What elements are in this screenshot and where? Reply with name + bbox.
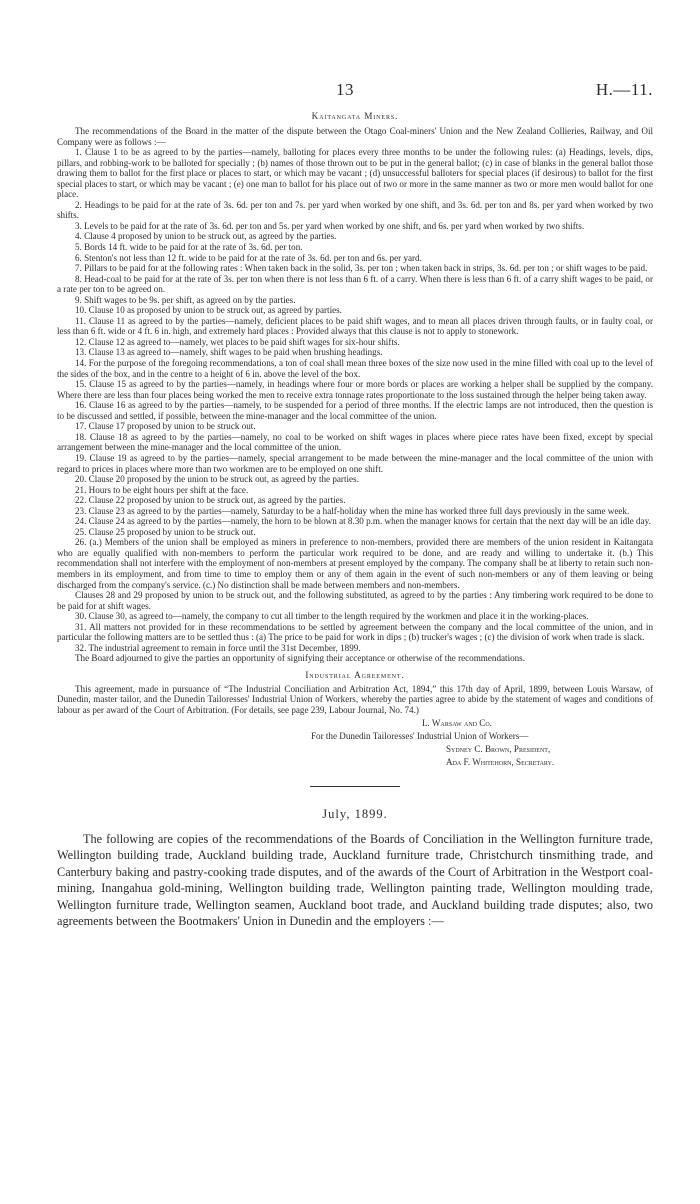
recommendation-paragraph: 30. Clause 30, as agreed to—namely, the company to cut all timber to the length required by the workmen and place it in the working-places. (75, 611, 589, 622)
recommendation-paragraph: 25. Clause 25 proposed by union to be struck out. (75, 526, 256, 537)
recommendation-paragraph: 12. Clause 12 as agreed to—namely, wet places to be paid shift wages for six-hour shifts. (75, 336, 400, 347)
secretary-signature: Ada F. Whitehorn, Secretary. (446, 756, 555, 767)
recommendation-paragraph: 2. Headings to be paid for at the rate of 3s. 6d. per ton and 7s. per yard when worked by one shift, and 3s. 6d. per ton and 8s. per yard when worked by two shifts. (57, 199, 653, 221)
recommendation-paragraph: 10. Clause 10 as proposed by union to be struck out, as agreed by parties. (75, 305, 342, 316)
recommendation-paragraph: 17. Clause 17 proposed by union to be struck out. (75, 421, 256, 432)
kaitangata-recommendations (57, 126, 653, 664)
recommendation-paragraph: 1. Clause 1 to be as agreed to by the parties—namely, balloting for places every three months to be under the following rules: (a) Headings, levels, dips, pillars, and robbing-work to be balloted for specially ; (b) names of those thrown out to be put in the general ballot; (c) in case of blanks in the general ballot those drawing them to ballot for the first place or places to start, or which may be vacant ; (d) unsuccessful balloters for special places (if desirous) to ballot for the first special places to start, or which may be vacant ; (e) one man to ballot for his place out of two or more in the same manner as two or more men would ballot for one place. (57, 147, 653, 200)
union-signature-line: For the Dunedin Tailoresses' Industrial Union of Workers— (311, 730, 529, 741)
recommendation-paragraph: 3. Levels to be paid for at the rate of 3s. 6d. per ton and 5s. per yard when worked by one shift, and 6s. per yard when worked by two shifts. (75, 220, 585, 231)
recommendation-paragraph: 31. All matters not provided for in these recommendations to be settled by agreement between the company and the local committee of the union, and in particular the following matters are to be settled thus : (a) The price to be paid for work in dips ; (b) trucker's wages ; (c) the division of work when trade is slack. (57, 621, 653, 643)
page-number: 13 (336, 80, 354, 99)
recommendation-paragraph: 8. Head-coal to be paid for at the rate of 3s. per ton when there is not less than 6 ft. of a carry. When there is less than 6 ft. of a carry shift wages to be paid, or a rate per ton to be agreed on. (57, 273, 653, 295)
recommendation-paragraph: 16. Clause 16 as agreed to by the parties—namely, to be suspended for a period of three months. If the electric lamps are not introduced, then the question is to be discussed and settled, if possible, between the mine-manager and the local committee of the union. (57, 400, 653, 421)
recommendation-paragraph: 6. Stenton's not less than 12 ft. wide to be paid for at the rate of 3s. 6d. per ton and 6s. per yard. (75, 252, 422, 263)
agreement-body (57, 684, 653, 716)
recommendation-paragraph: 13. Clause 13 as agreed to—namely, shift wages to be paid when brushing headings. (75, 347, 383, 358)
agreement-paragraph: This agreement, made in pursuance of “The Industrial Conciliation and Arbitration Act, 1894,” this 17th day of April, 1899, between Louis Warsaw, of Dunedin, master tailor, and the Dunedin Tailoresses' Industrial Union of Workers, whereby the parties agree to abide by the statement of wages and conditions of labour as per award of the Court of Arbitration. (For details, see page 239, Labour Journal, No. 74.) (57, 683, 653, 715)
president-signature: Sydney C. Brown, President, (446, 743, 551, 754)
section-divider (310, 786, 400, 787)
recommendation-paragraph: 14. For the purpose of the foregoing recommendations, a ton of coal shall mean three boxes of the size now used in the mine filled with coal up to the level of the sides of the box, and in the centre to a height of 6 in. above the level of the box. (57, 358, 653, 379)
recommendation-paragraph: 7. Pillars to be paid for at the following rates : When taken back in the solid, 3s. per ton ; when taken back in strips, 3s. 6d. per ton ; or shift wages to be paid. (75, 263, 648, 274)
section-title-july: July, 1899. (322, 806, 388, 821)
recommendation-paragraph: 22. Clause 22 proposed by union to be struck out, as agreed by the parties. (75, 495, 346, 506)
recommendation-paragraph: The Board adjourned to give the parties an opportunity of signifying their acceptance or otherwise of the recommendations. (75, 653, 525, 664)
section-title-kaitangata: Kaitangata Miners. (311, 111, 399, 121)
section-title-agreement: Industrial Agreement. (305, 669, 405, 680)
document-reference: H.—11. (595, 80, 653, 99)
recommendation-paragraph: 4. Clause 4 proposed by union to be struck out, as agreed by the parties. (75, 231, 337, 242)
recommendation-paragraph: 24. Clause 24 as agreed to by the parties—namely, the horn to be blown at 8.30 p.m. when the manager knows for certain that the next day will be an idle day. (75, 516, 651, 527)
recommendation-paragraph: 19. Clause 19 as agreed to by the parties—namely, special arrangement to be made between the mine-manager and the local committee of the union with regard to prices in places where more than two workmen are to be employed on one shift. (57, 452, 653, 474)
july-introduction: The following are copies of the recommendations of the Boards of Conciliation in the Wellington furniture trade, Wellington building trade, Auckland building trade, Auckland furniture trade, Christchurch tinsmithing trade, and Canterbury baking and pastry-cooking trade disputes, and of the awards of the Court of Arbitration in the Westport coal-mining, Inangahua gold-mining, Wellington building trade, Wellington painting trade, Wellington moulding trade, Wellington furniture trade, Wellington seamen, Auckland boot trade, and Auckland building trade disputes; also, two agreements between the Bootmakers' Union in Dunedin and the employers :— (57, 831, 653, 929)
employer-signature: L. Warsaw and Co. (422, 717, 492, 728)
recommendation-paragraph: 9. Shift wages to be 9s. per shift, as agreed on by the parties. (75, 294, 296, 305)
recommendation-paragraph: 32. The industrial agreement to remain in force until the 31st December, 1899. (75, 642, 361, 653)
recommendation-paragraph: 26. (a.) Members of the union shall be employed as miners in preference to non-members, provided there are members of the union resident in Kaitangata who are equally qualified with non-members to perform the particular work required to be done, and are ready and willing to undertake it. (b.) This recommendation shall not interfere with the employment of non-members at present employed by the company. The company shall be at liberty to retain such non-members in its employment, and from time to time to employ them or any of them again in the event of such non-members or any of them leaving or being discharged from the company's service. (c.) No distinction shall be made between members and non-members. (57, 537, 653, 590)
recommendation-paragraph: 11. Clause 11 as agreed to by the parties—namely, deficient places to be paid shift wages, and to mean all places driven through faults, or in faulty coal, or less than 6 ft. wide or 4 ft. 6 in. high, and extremely hard places : Provided always that this clause is not to apply to stonework. (57, 315, 653, 337)
recommendation-paragraph: 21. Hours to be eight hours per shift at the face. (75, 484, 249, 495)
recommendation-paragraph: 23. Clause 23 as agreed to by the parties—namely, Saturday to be a half-holiday when the mine has worked three full days previously in the same week. (75, 505, 630, 516)
recommendation-paragraph: The recommendations of the Board in the matter of the dispute between the Otago Coal-miners' Union and the New Zealand Collieries, Railway, and Oil Company were as follows :— (57, 126, 653, 147)
recommendation-paragraph: 15. Clause 15 as agreed to by the parties—namely, in headings where four or more bords or places are working a helper shall be supplied by the company. Where there are less than four places being worked the men to receive extra tonnage rates proportionate to the loss sustained through the helper being taken away. (57, 379, 653, 400)
recommendation-paragraph: 18. Clause 18 as agreed to by the parties—namely, no coal to be worked on shift wages in places where piece rates have been fixed, except by special arrangement between the mine-manager and the local committee of the union. (57, 431, 653, 453)
recommendation-paragraph: 5. Bords 14 ft. wide to be paid for at the rate of 3s. 6d. per ton. (75, 242, 303, 253)
recommendation-paragraph: 20. Clause 20 proposed by the union to be struck out, as agreed by the parties. (75, 474, 359, 485)
recommendation-paragraph: Clauses 28 and 29 proposed by union to be struck out, and the following substituted, as agreed to by the parties : Any timbering work required to be done to be paid for at shift wages. (57, 590, 653, 611)
